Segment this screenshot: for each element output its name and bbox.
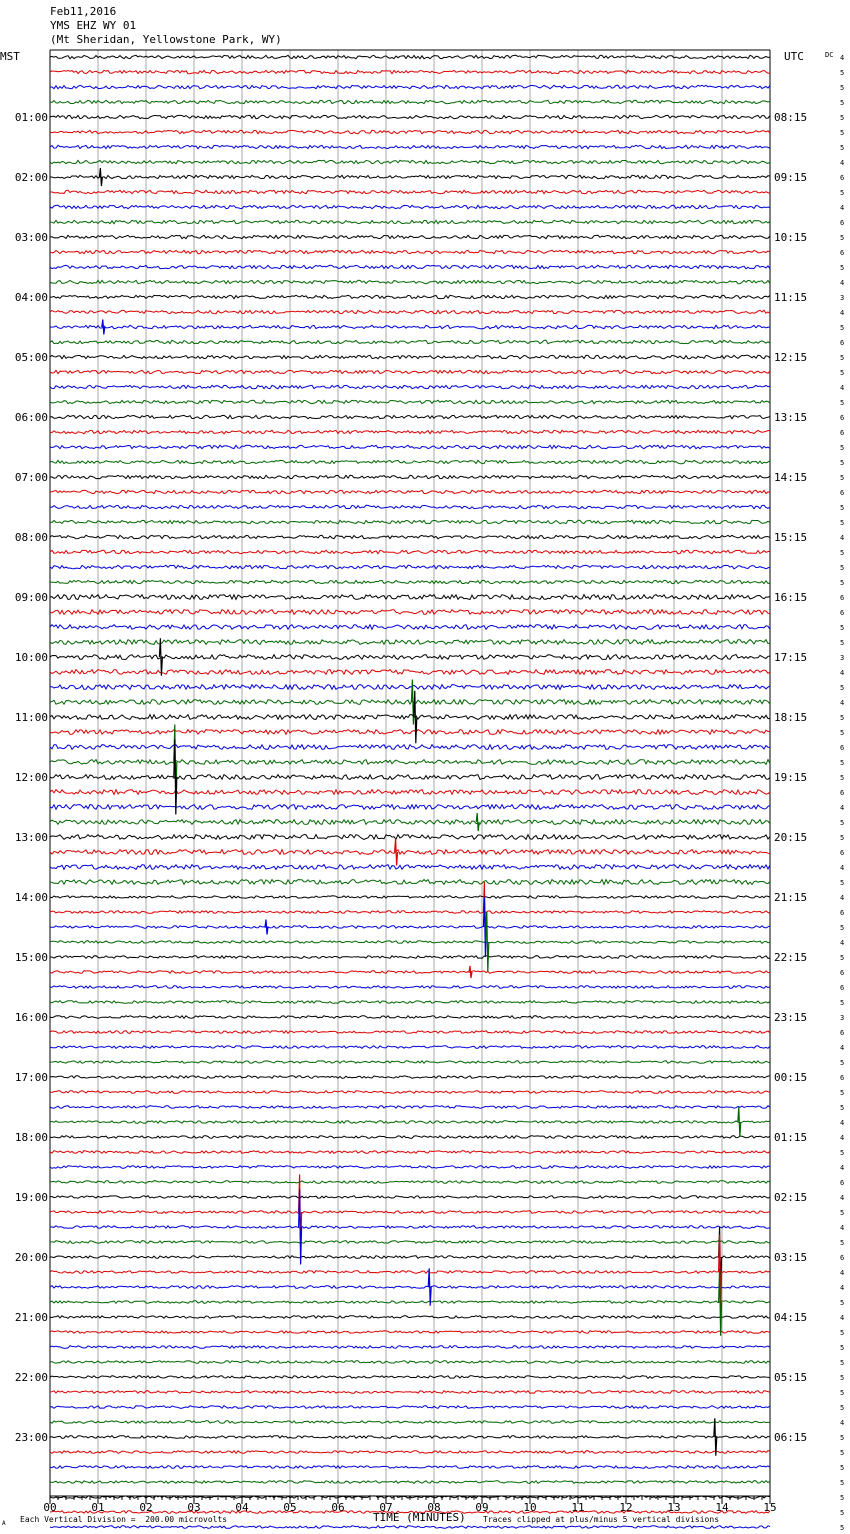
x-tick-label: 03 bbox=[187, 1501, 201, 1514]
dc-value: 5 bbox=[840, 1389, 845, 1397]
right-hour-label: 14:15 bbox=[774, 471, 808, 484]
dc-value: 4 bbox=[840, 1134, 845, 1142]
event-spike bbox=[428, 1268, 431, 1306]
right-hour-label: 23:15 bbox=[774, 1011, 808, 1024]
x-axis-title: TIME (MINUTES) bbox=[373, 1511, 466, 1524]
right-hour-label: 11:15 bbox=[774, 291, 808, 304]
right-hour-label: 01:15 bbox=[774, 1131, 808, 1144]
dc-value: 5 bbox=[840, 549, 845, 557]
dc-value: 4 bbox=[840, 669, 845, 677]
right-hour-label: 19:15 bbox=[774, 771, 808, 784]
x-tick-label: 01 bbox=[91, 1501, 105, 1514]
dc-value: 4 bbox=[840, 1194, 845, 1202]
trace-line bbox=[50, 1196, 770, 1199]
trace-line bbox=[50, 220, 770, 223]
x-tick-label: 08 bbox=[427, 1501, 441, 1514]
x-tick-label: 12 bbox=[619, 1501, 633, 1514]
event-spike bbox=[159, 638, 162, 676]
right-hour-label: 03:15 bbox=[774, 1251, 808, 1264]
right-hour-label: 20:15 bbox=[774, 831, 808, 844]
dc-value: 6 bbox=[840, 1179, 845, 1187]
trace-line bbox=[50, 1241, 770, 1244]
trace-line bbox=[50, 1376, 770, 1379]
trace-line bbox=[50, 145, 770, 148]
left-timezone-label: MST bbox=[0, 50, 20, 63]
trace-line bbox=[50, 1451, 770, 1454]
dc-value: 5 bbox=[840, 1149, 845, 1157]
dc-value: 5 bbox=[840, 879, 845, 887]
trace-line bbox=[50, 1436, 770, 1439]
station-location: (Mt Sheridan, Yellowstone Park, WY) bbox=[50, 33, 282, 46]
trace-line bbox=[50, 160, 770, 163]
trace-line bbox=[50, 250, 770, 253]
event-spike bbox=[102, 320, 105, 335]
dc-value: 5 bbox=[840, 759, 845, 767]
left-hour-label: 12:00 bbox=[14, 771, 48, 784]
clip-note: Traces clipped at plus/minus 5 vertical divisions bbox=[483, 1515, 720, 1524]
dc-value: 5 bbox=[840, 1464, 845, 1472]
trace-line bbox=[50, 1166, 770, 1169]
trace-line bbox=[50, 1031, 770, 1034]
dc-value: 4 bbox=[840, 939, 845, 947]
trace-line bbox=[50, 385, 770, 388]
event-spike bbox=[486, 912, 489, 972]
dc-value: 5 bbox=[840, 1449, 845, 1457]
dc-value: 5 bbox=[840, 264, 845, 272]
x-tick-label: 10 bbox=[523, 1501, 537, 1514]
dc-value: 4 bbox=[840, 699, 845, 707]
trace-line bbox=[50, 550, 770, 553]
right-hour-label: 22:15 bbox=[774, 951, 808, 964]
trace-line bbox=[50, 670, 770, 675]
trace-line bbox=[50, 190, 770, 193]
trace-line bbox=[50, 911, 770, 914]
trace-line bbox=[50, 520, 770, 523]
trace-line bbox=[50, 565, 770, 568]
trace-line bbox=[50, 490, 770, 493]
right-timezone-label: UTC bbox=[784, 50, 804, 63]
left-hour-label: 03:00 bbox=[14, 231, 48, 244]
trace-line bbox=[50, 1091, 770, 1094]
left-hour-label: 19:00 bbox=[14, 1191, 48, 1204]
x-tick-label: 09 bbox=[475, 1501, 489, 1514]
trace-line bbox=[50, 1271, 770, 1274]
dc-value: 4 bbox=[840, 1314, 845, 1322]
trace-line bbox=[50, 355, 770, 358]
trace-line bbox=[50, 55, 770, 58]
trace-line bbox=[50, 1076, 770, 1079]
trace-line bbox=[50, 340, 770, 343]
trace-line bbox=[50, 835, 770, 840]
trace-line bbox=[50, 70, 770, 73]
dc-value: 5 bbox=[840, 1359, 845, 1367]
trace-line bbox=[50, 310, 770, 313]
trace-line bbox=[50, 896, 770, 899]
dc-value: 5 bbox=[840, 1524, 845, 1532]
right-hour-label: 05:15 bbox=[774, 1371, 808, 1384]
trace-line bbox=[50, 400, 770, 403]
trace-line bbox=[50, 865, 770, 870]
dc-offset-label: DC bbox=[825, 51, 834, 59]
dc-value: 4 bbox=[840, 894, 845, 902]
dc-value: 5 bbox=[840, 639, 845, 647]
x-tick-label: 13 bbox=[667, 1501, 681, 1514]
dc-value: 5 bbox=[840, 819, 845, 827]
plot-date: Feb11,2016 bbox=[50, 5, 117, 18]
seismic-traces bbox=[50, 55, 770, 1534]
trace-line bbox=[50, 790, 770, 795]
event-spike bbox=[714, 1418, 717, 1456]
dc-value: 5 bbox=[840, 924, 845, 932]
dc-value: 3 bbox=[840, 294, 845, 302]
dc-value: 5 bbox=[840, 234, 845, 242]
dc-value: 4 bbox=[840, 279, 845, 287]
left-hour-label: 23:00 bbox=[14, 1431, 48, 1444]
dc-value: 5 bbox=[840, 114, 845, 122]
trace-line bbox=[50, 1001, 770, 1004]
right-hour-label: 10:15 bbox=[774, 231, 808, 244]
dc-value: 6 bbox=[840, 249, 845, 257]
dc-value: 5 bbox=[840, 369, 845, 377]
dc-value: 6 bbox=[840, 1029, 845, 1037]
dc-value: 4 bbox=[840, 309, 845, 317]
dc-value: 5 bbox=[840, 1059, 845, 1067]
dc-value: 6 bbox=[840, 414, 845, 422]
event-spike bbox=[414, 691, 417, 744]
trace-line bbox=[50, 1226, 770, 1229]
trace-line bbox=[50, 1121, 770, 1124]
dc-value: 6 bbox=[840, 909, 845, 917]
event-spike bbox=[99, 168, 102, 186]
dc-value: 5 bbox=[840, 579, 845, 587]
trace-line bbox=[50, 115, 770, 118]
right-hour-label: 12:15 bbox=[774, 351, 808, 364]
event-spikes bbox=[99, 168, 740, 1456]
dc-value: 4 bbox=[840, 534, 845, 542]
trace-line bbox=[50, 175, 770, 178]
trace-line bbox=[50, 730, 770, 735]
trace-line bbox=[50, 685, 770, 690]
trace-line bbox=[50, 580, 770, 583]
dc-value: 5 bbox=[840, 129, 845, 137]
dc-value: 5 bbox=[840, 834, 845, 842]
left-hour-label: 05:00 bbox=[14, 351, 48, 364]
x-tick-label: 00 bbox=[43, 1501, 57, 1514]
left-hour-label: 07:00 bbox=[14, 471, 48, 484]
dc-value: 5 bbox=[840, 1344, 845, 1352]
right-hour-label: 13:15 bbox=[774, 411, 808, 424]
trace-line bbox=[50, 1421, 770, 1424]
trace-line bbox=[50, 760, 770, 765]
trace-line bbox=[50, 1211, 770, 1214]
dc-value: 5 bbox=[840, 324, 845, 332]
dc-value: 6 bbox=[840, 594, 845, 602]
x-tick-label: 14 bbox=[715, 1501, 729, 1514]
trace-line bbox=[50, 956, 770, 959]
dc-value: 5 bbox=[840, 1509, 845, 1517]
dc-value: 5 bbox=[840, 474, 845, 482]
dc-value: 5 bbox=[840, 444, 845, 452]
trace-line bbox=[50, 655, 770, 660]
dc-value: 5 bbox=[840, 1329, 845, 1337]
trace-line bbox=[50, 1406, 770, 1409]
dc-value: 6 bbox=[840, 219, 845, 227]
dc-value: 5 bbox=[840, 84, 845, 92]
dc-value: 5 bbox=[840, 1089, 845, 1097]
trace-line bbox=[50, 445, 770, 448]
dc-value: 5 bbox=[840, 954, 845, 962]
trace-line bbox=[50, 805, 770, 810]
dc-value: 5 bbox=[840, 144, 845, 152]
trace-line bbox=[50, 610, 770, 615]
dc-value: 5 bbox=[840, 1299, 845, 1307]
trace-line bbox=[50, 1286, 770, 1289]
dc-value: 5 bbox=[840, 399, 845, 407]
dc-value: 5 bbox=[840, 1239, 845, 1247]
event-spike bbox=[469, 966, 472, 978]
trace-line bbox=[50, 926, 770, 929]
right-hour-label: 18:15 bbox=[774, 711, 808, 724]
left-hour-label: 15:00 bbox=[14, 951, 48, 964]
corner-mark: A bbox=[2, 1520, 6, 1527]
dc-value: 6 bbox=[840, 339, 845, 347]
event-spike bbox=[299, 1190, 302, 1265]
left-hour-label: 20:00 bbox=[14, 1251, 48, 1264]
trace-line bbox=[50, 415, 770, 418]
dc-value: 5 bbox=[840, 624, 845, 632]
left-hour-label: 10:00 bbox=[14, 651, 48, 664]
right-hour-label: 02:15 bbox=[774, 1191, 808, 1204]
dc-value: 4 bbox=[840, 1044, 845, 1052]
dc-value: 5 bbox=[840, 564, 845, 572]
trace-line bbox=[50, 595, 770, 600]
trace-line bbox=[50, 1391, 770, 1394]
dc-value: 4 bbox=[840, 159, 845, 167]
right-hour-label: 21:15 bbox=[774, 891, 808, 904]
dc-value: 4 bbox=[840, 1119, 845, 1127]
trace-line bbox=[50, 1526, 770, 1529]
event-spike bbox=[265, 920, 268, 935]
dc-value: 6 bbox=[840, 1074, 845, 1082]
dc-value: 5 bbox=[840, 504, 845, 512]
event-spike bbox=[174, 740, 177, 815]
trace-line bbox=[50, 325, 770, 328]
dc-value: 6 bbox=[840, 849, 845, 857]
x-tick-label: 04 bbox=[235, 1501, 249, 1514]
dc-value: 5 bbox=[840, 1434, 845, 1442]
dc-value: 6 bbox=[840, 789, 845, 797]
trace-line bbox=[50, 1331, 770, 1334]
dc-values bbox=[840, 54, 844, 1534]
trace-line bbox=[50, 370, 770, 373]
dc-value: 5 bbox=[840, 714, 845, 722]
trace-line bbox=[50, 880, 770, 885]
left-hour-label: 04:00 bbox=[14, 291, 48, 304]
left-hour-label: 11:00 bbox=[14, 711, 48, 724]
trace-line bbox=[50, 1181, 770, 1184]
trace-line bbox=[50, 100, 770, 103]
right-hour-label: 16:15 bbox=[774, 591, 808, 604]
left-hour-label: 21:00 bbox=[14, 1311, 48, 1324]
dc-value: 4 bbox=[840, 1224, 845, 1232]
dc-value: 5 bbox=[840, 999, 845, 1007]
left-hour-label: 14:00 bbox=[14, 891, 48, 904]
dc-value: 6 bbox=[840, 609, 845, 617]
trace-line bbox=[50, 1481, 770, 1484]
dc-value: 4 bbox=[840, 804, 845, 812]
event-spike bbox=[395, 839, 398, 866]
dc-value: 5 bbox=[840, 774, 845, 782]
dc-value: 3 bbox=[840, 1014, 845, 1022]
event-spike bbox=[476, 813, 479, 831]
dc-value: 4 bbox=[840, 1284, 845, 1292]
left-hour-label: 17:00 bbox=[14, 1071, 48, 1084]
dc-value: 5 bbox=[840, 69, 845, 77]
trace-line bbox=[50, 1256, 770, 1259]
trace-line bbox=[50, 1151, 770, 1154]
trace-line bbox=[50, 475, 770, 478]
x-tick-label: 07 bbox=[379, 1501, 393, 1514]
left-hour-label: 02:00 bbox=[14, 171, 48, 184]
dc-value: 5 bbox=[840, 684, 845, 692]
trace-line bbox=[50, 1361, 770, 1364]
trace-line bbox=[50, 941, 770, 944]
trace-line bbox=[50, 820, 770, 825]
trace-line bbox=[50, 775, 770, 780]
trace-line bbox=[50, 640, 770, 645]
trace-line bbox=[50, 1301, 770, 1304]
trace-line bbox=[50, 625, 770, 630]
trace-line bbox=[50, 700, 770, 705]
left-hour-label: 06:00 bbox=[14, 411, 48, 424]
dc-value: 5 bbox=[840, 99, 845, 107]
left-hour-label: 09:00 bbox=[14, 591, 48, 604]
trace-line bbox=[50, 430, 770, 433]
dc-value: 4 bbox=[840, 1164, 845, 1172]
trace-line bbox=[50, 1346, 770, 1349]
trace-line bbox=[50, 745, 770, 750]
dc-value: 3 bbox=[840, 654, 845, 662]
dc-value: 4 bbox=[840, 864, 845, 872]
trace-line bbox=[50, 1106, 770, 1109]
x-tick-label: 15 bbox=[763, 1501, 777, 1514]
left-hour-label: 16:00 bbox=[14, 1011, 48, 1024]
trace-line bbox=[50, 85, 770, 88]
trace-line bbox=[50, 850, 770, 855]
dc-value: 6 bbox=[840, 744, 845, 752]
trace-line bbox=[50, 505, 770, 508]
trace-line bbox=[50, 205, 770, 208]
dc-value: 5 bbox=[840, 1209, 845, 1217]
dc-value: 5 bbox=[840, 354, 845, 362]
left-hour-label: 08:00 bbox=[14, 531, 48, 544]
dc-value: 4 bbox=[840, 1419, 845, 1427]
left-hour-label: 13:00 bbox=[14, 831, 48, 844]
x-tick-label: 11 bbox=[571, 1501, 585, 1514]
trace-line bbox=[50, 1016, 770, 1019]
trace-line bbox=[50, 1466, 770, 1469]
dc-value: 4 bbox=[840, 54, 845, 62]
dc-value: 6 bbox=[840, 969, 845, 977]
dc-value: 5 bbox=[840, 729, 845, 737]
trace-line bbox=[50, 460, 770, 463]
dc-value: 6 bbox=[840, 984, 845, 992]
trace-line bbox=[50, 986, 770, 989]
trace-line bbox=[50, 235, 770, 238]
trace-line bbox=[50, 715, 770, 720]
dc-value: 4 bbox=[840, 1269, 845, 1277]
right-hour-label: 15:15 bbox=[774, 531, 808, 544]
dc-value: 5 bbox=[840, 1104, 845, 1112]
scale-note: Each Vertical Division = 200.00 microvolts bbox=[20, 1515, 228, 1524]
trace-line bbox=[50, 1061, 770, 1064]
dc-value: 6 bbox=[840, 489, 845, 497]
right-hour-label: 08:15 bbox=[774, 111, 808, 124]
left-hour-label: 22:00 bbox=[14, 1371, 48, 1384]
dc-value: 5 bbox=[840, 1494, 845, 1502]
right-hour-label: 09:15 bbox=[774, 171, 808, 184]
right-hour-label: 06:15 bbox=[774, 1431, 808, 1444]
right-hour-label: 00:15 bbox=[774, 1071, 808, 1084]
x-tick-label: 06 bbox=[331, 1501, 345, 1514]
trace-line bbox=[50, 535, 770, 538]
left-hour-label: 18:00 bbox=[14, 1131, 48, 1144]
trace-line bbox=[50, 265, 770, 268]
x-tick-label: 02 bbox=[139, 1501, 153, 1514]
trace-line bbox=[50, 280, 770, 283]
station-id: YMS EHZ WY 01 bbox=[50, 19, 137, 32]
dc-value: 6 bbox=[840, 1254, 845, 1262]
trace-line bbox=[50, 971, 770, 974]
right-hour-label: 17:15 bbox=[774, 651, 808, 664]
dc-value: 5 bbox=[840, 459, 845, 467]
trace-line bbox=[50, 295, 770, 298]
event-spike bbox=[738, 1107, 741, 1137]
trace-line bbox=[50, 1046, 770, 1049]
trace-line bbox=[50, 1316, 770, 1319]
dc-value: 5 bbox=[840, 189, 845, 197]
dc-value: 6 bbox=[840, 429, 845, 437]
dc-value: 5 bbox=[840, 1404, 845, 1412]
dc-value: 5 bbox=[840, 1374, 845, 1382]
trace-line bbox=[50, 130, 770, 133]
left-hour-label: 01:00 bbox=[14, 111, 48, 124]
x-tick-label: 05 bbox=[283, 1501, 297, 1514]
dc-value: 5 bbox=[840, 1479, 845, 1487]
dc-value: 4 bbox=[840, 204, 845, 212]
dc-value: 5 bbox=[840, 519, 845, 527]
dc-value: 4 bbox=[840, 384, 845, 392]
trace-line bbox=[50, 1136, 770, 1139]
dc-value: 6 bbox=[840, 174, 845, 182]
right-hour-label: 04:15 bbox=[774, 1311, 808, 1324]
